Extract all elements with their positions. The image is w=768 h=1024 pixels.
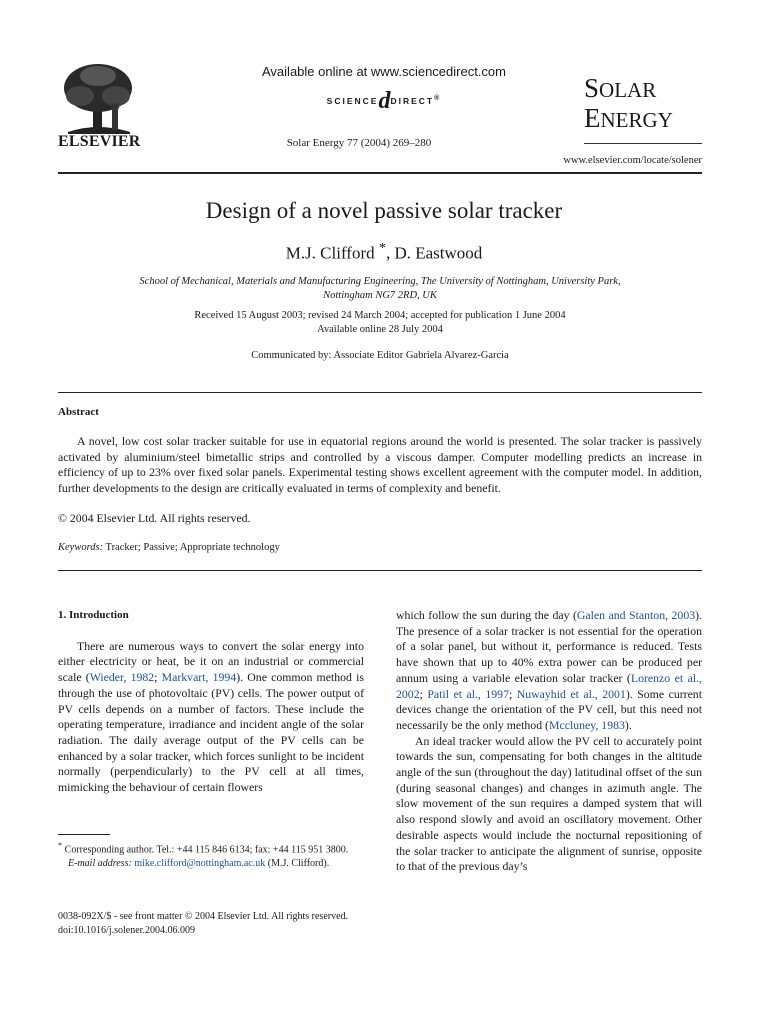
journal-olar: OLAR	[599, 78, 657, 102]
communicated-by: Communicated by: Associate Editor Gabriela Alvarez-Garcia	[251, 350, 509, 361]
text-run: ;	[154, 670, 162, 685]
journal-s: S	[584, 73, 600, 103]
ref-nuwayhid-2001[interactable]: Nuwayhid et al., 2001	[516, 686, 626, 701]
keywords	[58, 542, 280, 553]
journal-rule	[584, 143, 702, 144]
journal-title	[584, 74, 704, 134]
ref-wieder-1982[interactable]: Wieder, 1982	[89, 670, 155, 685]
section-heading-introduction: 1. Introduction	[58, 609, 129, 621]
footnote-corresponding	[58, 839, 364, 857]
text-run: ;	[419, 686, 428, 701]
journal-nergy: NERGY	[600, 108, 673, 132]
author-2: D. Eastwood	[394, 243, 483, 263]
abstract-heading: Abstract	[58, 406, 99, 418]
column-right	[396, 608, 702, 875]
corresponding-star[interactable]: *	[378, 240, 386, 256]
header-divider	[58, 172, 702, 174]
publisher-name: ELSEVIER	[58, 133, 141, 150]
text-run: which follow the sun during the day (	[396, 608, 577, 622]
author-separator: ,	[385, 243, 395, 263]
text-run: ). One common method is through the use of photovoltaic (PV) cells. The power output of PV cells depends on a number of factors. These include the operating temperature, irradiance and incident angle of the solar radiation. The daily average output of the PV cells can be enhanced by a solar tracker, which forces sunlight to be incident normally (perpendicularly) to the PV cell at all times, mimicking the behaviour of certain flowers	[58, 670, 364, 795]
email-tail: (M.J. Clifford).	[265, 858, 330, 870]
ref-lorenzo-2002[interactable]: Lorenzo et al., 2002	[396, 670, 702, 701]
text-run: There are numerous ways to convert the solar energy into either electricity or heat, be it on an industrial or commercial scale (	[58, 638, 364, 685]
page-footer	[58, 910, 348, 938]
footnote-rule	[58, 834, 110, 835]
intro-paragraph-1-continued	[396, 608, 702, 734]
abstract-text: A novel, low cost solar tracker suitable for use in equatorial regions around the world is presented. The solar tracker is passively activated by aluminium/steel bimetallic strips and controlled by a viscous damper. Computer modelling predicts an increase in efficiency of up to 23% over fixed solar panels. Experimental testing shows excellent agreement with the computer model. In addition, further developments to the design are critically evaluated in terms of complexity and benefit.	[58, 434, 702, 496]
sd-mark: d	[378, 88, 391, 114]
email-label: E-mail address:	[68, 858, 132, 870]
available-online-text: Available online at www.sciencedirect.com	[262, 64, 506, 79]
dates	[100, 309, 660, 337]
sd-right: DIRECT	[390, 95, 435, 106]
footnote-star: *	[58, 841, 63, 850]
ref-mccluney-1983[interactable]: Mccluney, 1983	[549, 717, 625, 732]
email-link[interactable]: mike.clifford@nottingham.ac.uk	[134, 858, 266, 870]
abstract-divider-top	[58, 392, 702, 393]
column-left	[58, 608, 364, 796]
authors	[0, 240, 768, 264]
keywords-label: Keywords:	[58, 542, 104, 553]
journal-url[interactable]: www.elsevier.com/locate/solener	[563, 155, 702, 166]
text-run: ;	[508, 686, 517, 701]
available-date: Available online 28 July 2004	[317, 324, 443, 335]
affiliation-line-1: School of Mechanical, Materials and Manufacturing Engineering, The University of Nottingham, University Park,	[139, 276, 621, 287]
abstract-copyright: © 2004 Elsevier Ltd. All rights reserved.	[58, 511, 251, 525]
affiliation	[100, 275, 660, 303]
intro-paragraph-1	[58, 639, 364, 796]
doi-line[interactable]: doi:10.1016/j.solener.2004.06.009	[58, 925, 195, 936]
corresponding-author-text: Corresponding author. Tel.: +44 115 846 6134; fax: +44 115 951 3800.	[62, 844, 349, 856]
footnote	[58, 839, 364, 871]
received-dates: Received 15 August 2003; revised 24 March 2004; accepted for publication 1 June 2004	[194, 310, 566, 321]
journal-e: E	[584, 103, 601, 133]
intro-paragraph-2: An ideal tracker would allow the PV cell to accurately point towards the sun, compensating for both changes in the altitude angle of the sun (throughout the day) latitudinal offset of the sun (during seasonal changes) and changes in azimuth angle. The slow movement of the sun requires a damped system that will also respond slowly and avoid an oscillatory movement. Other desirable aspects would include the nocturnal repositioning of the solar tracker to anticipate the alignment of sunrise, opposite to that of the previous day’s	[396, 733, 702, 874]
text-run: ). Some current devices change the orientation of the PV cell, but this need not necessarily be the only method (	[396, 686, 702, 732]
abstract-body	[58, 434, 702, 497]
ref-markvart-1994[interactable]: Markvart, 1994	[161, 670, 237, 685]
text-run: ). The presence of a solar tracker is not essential for the operation of a solar panel, but without it, performance is reduced. Tests have shown that up to 40% extra power can be produced per annum using a variable elevation solar tracker (	[396, 608, 703, 685]
ref-patil-1997[interactable]: Patil et al., 1997	[427, 686, 509, 701]
sd-reg: ®	[434, 93, 442, 102]
keywords-list: Tracker; Passive; Appropriate technology	[103, 542, 280, 553]
footnote-email	[58, 857, 364, 871]
ref-galen-stanton-2003[interactable]: Galen and Stanton, 2003	[576, 608, 696, 622]
text-run: ).	[624, 717, 632, 732]
issn-line: 0038-092X/$ - see front matter © 2004 Elsevier Ltd. All rights reserved.	[58, 911, 349, 922]
author-1: M.J. Clifford	[285, 243, 375, 263]
abstract-divider-bottom	[58, 570, 702, 571]
journal-citation: Solar Energy 77 (2004) 269–280	[286, 137, 432, 149]
sd-left: SCIENCE	[326, 95, 379, 106]
affiliation-line-2: Nottingham NG7 2RD, UK	[323, 290, 437, 301]
article-title: Design of a novel passive solar tracker	[205, 198, 563, 223]
